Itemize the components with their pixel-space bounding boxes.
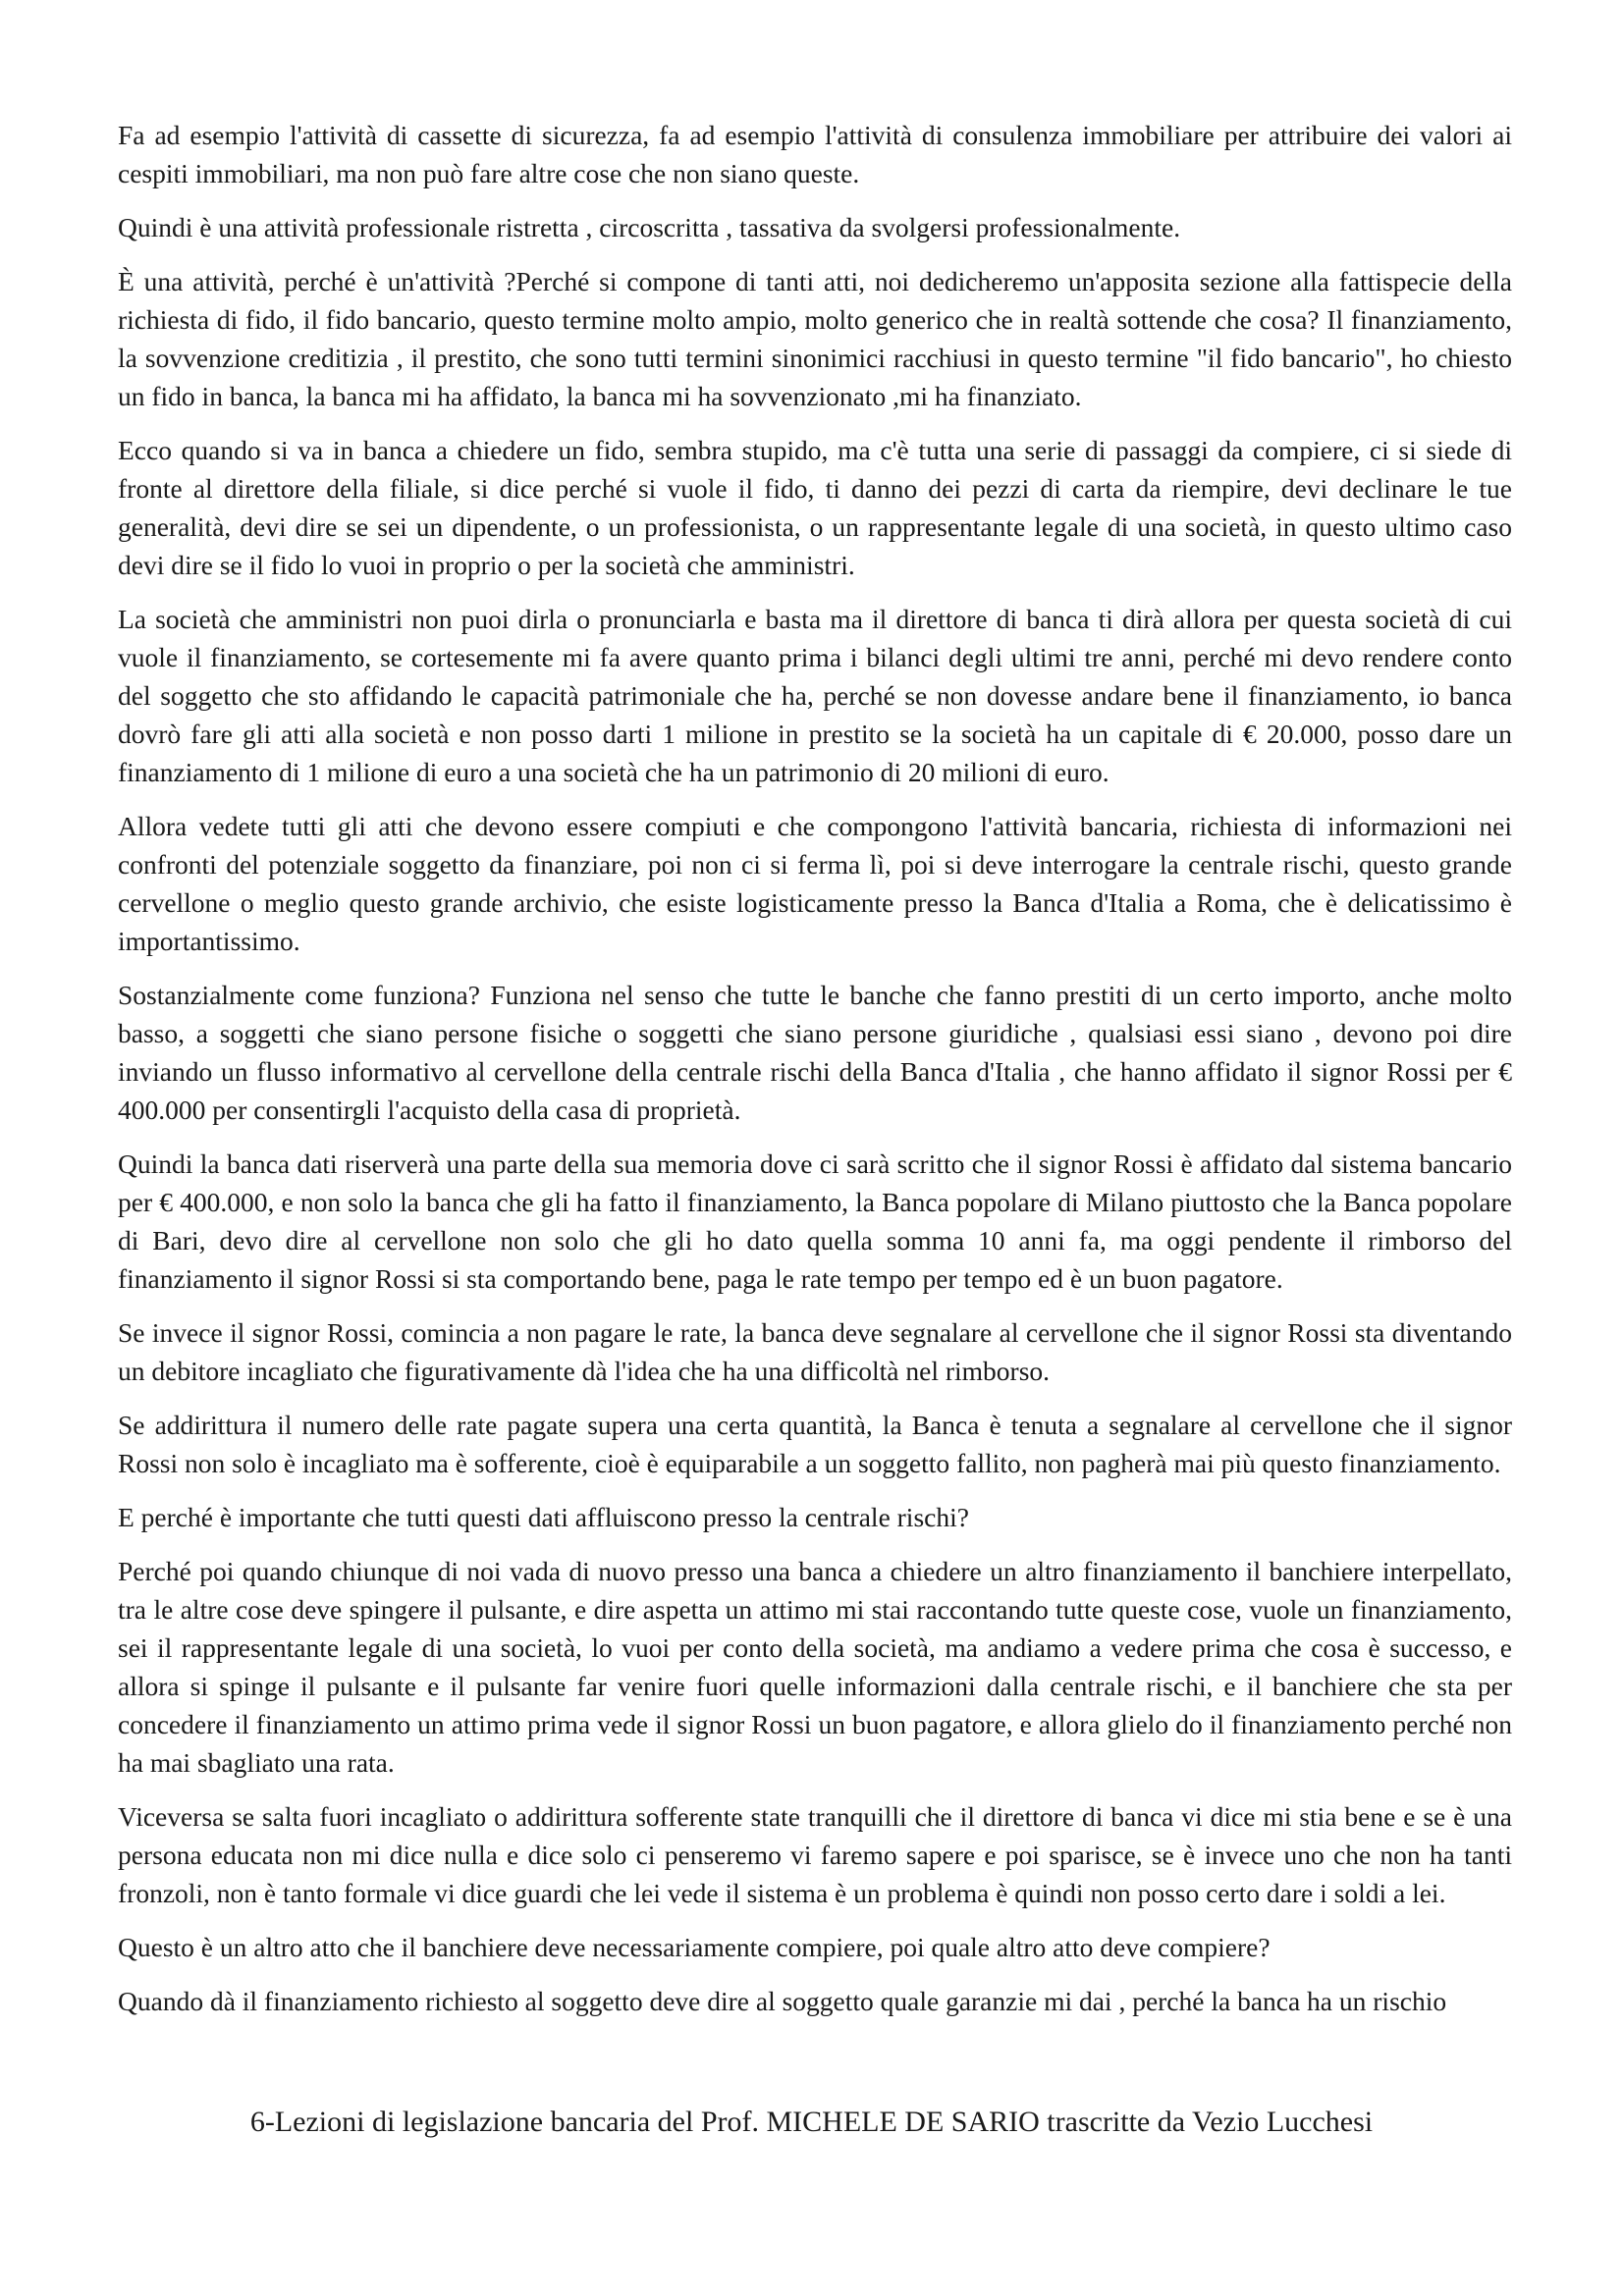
paragraph-6: Allora vedete tutti gli atti che devono essere compiuti e che compongono l'attività bancaria, richiesta di informazioni nei confronti del potenziale soggetto da finanziare, poi non ci si ferma lì, poi si deve interrogare la centrale rischi, questo grande cervellone o meglio questo grande archivio, che esiste logisticamente presso la Banca d'Italia a Roma, che è delicatissimo è importantissimo.	[118, 811, 1512, 956]
paragraph-8: Quindi la banca dati riserverà una parte della sua memoria dove ci sarà scritto che il signor Rossi è affidato dal sistema bancario per € 400.000, e non solo la banca che gli ha fatto il finanziamento, la Banca popolare di Milano piuttosto che la Banca popolare di Bari, devo dire al cervellone non solo che gli ho dato quella somma 10 anni fa, ma oggi pendente il rimborso del finanziamento il signor Rossi si sta comportando bene, paga le rate tempo per tempo ed è un buon pagatore.	[118, 1148, 1512, 1294]
paragraph-5: La società che amministri non puoi dirla o pronunciarla e basta ma il direttore di banca ti dirà allora per questa società di cui vuole il finanziamento, se cortesemente mi fa avere quanto prima i bilanci degli ultimi tre anni, perché mi devo rendere conto del soggetto che sto affidando le capacità patrimoniale che ha, perché se non dovesse andare bene il finanziamento, io banca dovrò fare gli atti alla società e non posso darti 1 milione in prestito se la società ha un capitale di € 20.000, posso dare un finanziamento di 1 milione di euro a una società che ha un patrimonio di 20 milioni di euro.	[118, 604, 1512, 787]
paragraph-7: Sostanzialmente come funziona? Funziona nel senso che tutte le banche che fanno prestiti di un certo importo, anche molto basso, a soggetti che siano persone fisiche o soggetti che siano persone giuridiche , qualsiasi essi siano , devono poi dire inviando un flusso informativo al cervellone della centrale rischi della Banca d'Italia , che hanno affidato il signor Rossi per € 400.000 per consentirgli l'acquisto della casa di proprietà.	[118, 980, 1512, 1125]
paragraph-2: Quindi è una attività professionale ristretta , circoscritta , tassativa da svolgersi professionalmente.	[118, 212, 1181, 242]
paragraph-3: È una attività, perché è un'attività ?Perché si compone di tanti atti, noi dedicheremo un'apposita sezione alla fattispecie della richiesta di fido, il fido bancario, questo termine molto ampio, molto generico che in realtà sottende che cosa? Il finanziamento, la sovvenzione creditizia , il prestito, che sono tutti termini sinonimici racchiusi in questo termine "il fido bancario", ho chiesto un fido in banca, la banca mi ha affidato, la banca mi ha sovvenzionato ,mi ha finanziato.	[118, 266, 1512, 411]
paragraph-13: Viceversa se salta fuori incagliato o addirittura sofferente state tranquilli che il direttore di banca vi dice mi stia bene e se è una persona educata non mi dice nulla e dice solo ci penseremo vi faremo sapere e poi sparisce, se è invece uno che non ha tanti fronzoli, non è tanto formale vi dice guardi che lei vede il sistema è un problema è quindi non posso certo dare i soldi a lei.	[118, 1801, 1512, 1908]
paragraph-10: Se addirittura il numero delle rate pagate supera una certa quantità, la Banca è tenuta a segnalare al cervellone che il signor Rossi non solo è incagliato ma è sofferente, cioè è equiparabile a un soggetto fallito, non pagherà mai più questo finanziamento.	[118, 1410, 1512, 1478]
document-body	[118, 116, 1512, 2036]
paragraph-9: Se invece il signor Rossi, comincia a non pagare le rate, la banca deve segnalare al cervellone che il signor Rossi sta diventando un debitore incagliato che figurativamente dà l'idea che ha una difficoltà nel rimborso.	[118, 1317, 1512, 1386]
paragraph-15: Quando dà il finanziamento richiesto al soggetto deve dire al soggetto quale garanzie mi dai , perché la banca ha un rischio	[118, 1986, 1447, 2016]
paragraph-1: Fa ad esempio l'attività di cassette di sicurezza, fa ad esempio l'attività di consulenza immobiliare per attribuire dei valori ai cespiti immobiliari, ma non può fare altre cose che non siano queste.	[118, 120, 1512, 188]
page-footer: 6-Lezioni di legislazione bancaria del Prof. MICHELE DE SARIO trascritte da Vezio Lucchesi	[249, 2106, 1374, 2138]
paragraph-4: Ecco quando si va in banca a chiedere un fido, sembra stupido, ma c'è tutta una serie di passaggi da compiere, ci si siede di fronte al direttore della filiale, si dice perché si vuole il fido, ti danno dei pezzi di carta da riempire, devi declinare le tue generalità, devi dire se sei un dipendente, o un professionista, o un rappresentante legale di una società, in questo ultimo caso devi dire se il fido lo vuoi in proprio o per la società che amministri.	[118, 435, 1512, 580]
paragraph-11: E perché è importante che tutti questi dati affluiscono presso la centrale rischi?	[118, 1502, 969, 1532]
paragraph-14: Questo è un altro atto che il banchiere deve necessariamente compiere, poi quale altro atto deve compiere?	[118, 1932, 1271, 1962]
paragraph-12: Perché poi quando chiunque di noi vada di nuovo presso una banca a chiedere un altro finanziamento il banchiere interpellato, tra le altre cose deve spingere il pulsante, e dire aspetta un attimo mi stai raccontando tutte queste cose, vuole un finanziamento, sei il rappresentante legale di una società, lo vuoi per conto della società, ma andiamo a vedere prima che cosa è successo, e allora si spinge il pulsante e il pulsante far venire fuori quelle informazioni dalla centrale rischi, e il banchiere che sta per concedere il finanziamento un attimo prima vede il signor Rossi un buon pagatore, e allora glielo do il finanziamento perché non ha mai sbagliato una rata.	[118, 1556, 1512, 1778]
